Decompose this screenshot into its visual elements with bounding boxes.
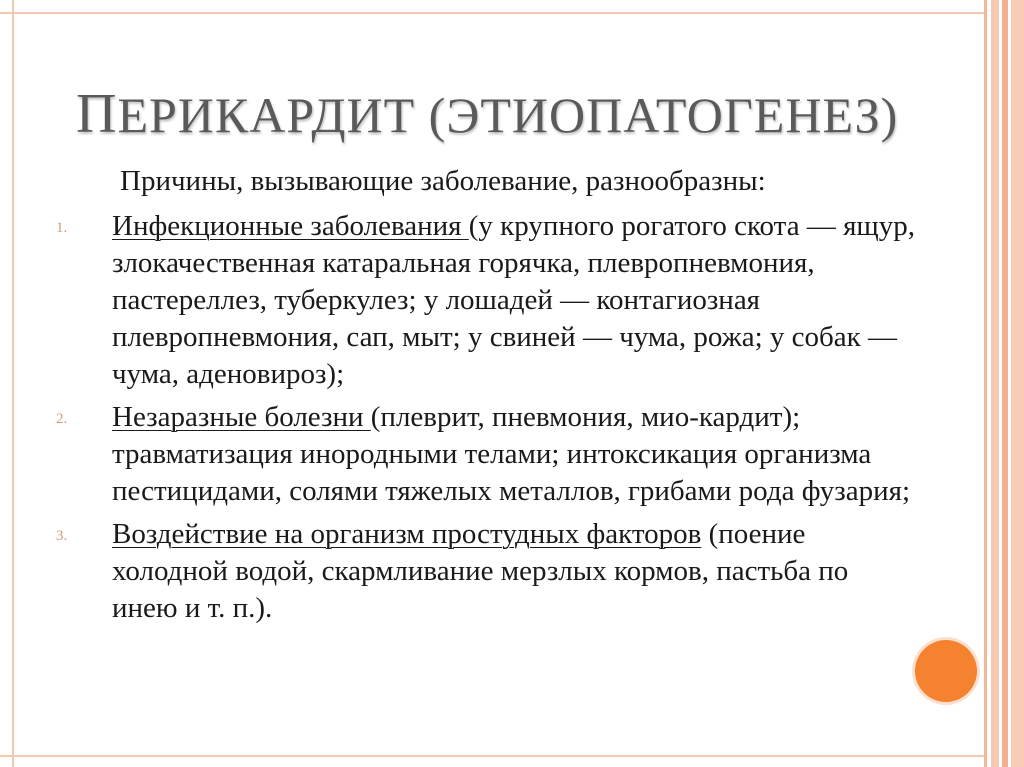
causes-list [56, 208, 916, 633]
list-number: 2. [56, 411, 68, 427]
item-text: (плеврит, пневмония, мио-кардит); травматизация инородными телами; интоксикация организма пестицидами, солями тяжелых металлов, грибами рода фузария; [112, 401, 911, 507]
frame-left-line [0, 0, 14, 767]
item-heading: Незаразные болезни [112, 401, 371, 433]
decorative-orange-circle [915, 640, 977, 702]
list-number: 1. [56, 220, 68, 236]
item-heading: Инфекционные заболевания [112, 210, 469, 242]
item-text: (поение холодной водой, скармливание мерзлых кормов, пастьба по инею и т. п.). [112, 518, 849, 624]
slide-title: ПЕРИКАРДИТ (ЭТИОПАТОГЕНЕЗ) [76, 83, 899, 145]
item-text: (у крупного рогатого скота — ящур, злокачественная катаральная горячка, плевропневмония, пастереллез, туберкулез; у лошадей — контагиозная плевропневмония, сап, мыт; у свиней — чума, рожа; у собак — чума, аденовироз); [112, 210, 915, 390]
item-heading: Воздействие на организм простудных факторов [112, 518, 702, 550]
frame-top-line [0, 0, 985, 14]
frame-bottom-line [0, 755, 985, 767]
list-item-1 [56, 208, 916, 393]
intro-text: Причины, вызывающие заболевание, разнообразны: [120, 165, 766, 197]
decorative-stripes [984, 0, 1024, 767]
list-item-2 [56, 399, 916, 510]
list-number: 3. [56, 528, 68, 544]
list-item-3 [56, 516, 916, 627]
